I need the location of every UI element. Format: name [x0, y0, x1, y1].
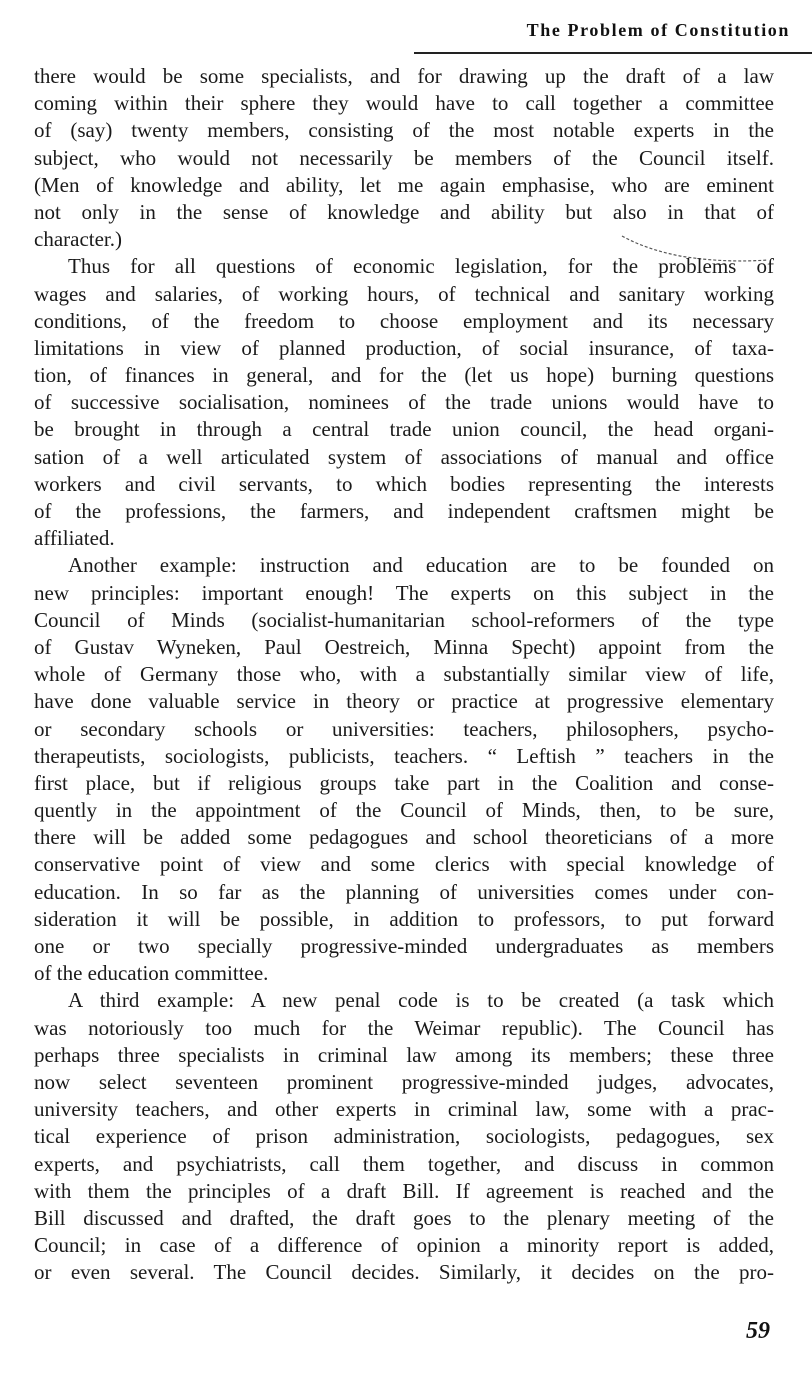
- text-line: coming within their sphere they would have to call together a committee: [34, 91, 774, 116]
- page-number: 59: [746, 1318, 770, 1344]
- text-line: conservative point of view and some clerics with special knowledge of: [34, 852, 774, 877]
- text-line: not only in the sense of knowledge and ability but also in that of: [34, 199, 774, 224]
- text-line: there would be some specialists, and for drawing up the draft of a law: [34, 64, 774, 88]
- text-line: university teachers, and other experts in criminal law, some with a prac-: [34, 1097, 774, 1122]
- text-line: was notoriously too much for the Weimar republic). The Council has: [34, 1015, 774, 1040]
- running-head-title: The Problem of Constitution: [526, 20, 790, 40]
- text-line: experts, and psychiatrists, call them together, and discuss in common: [34, 1151, 774, 1176]
- text-line: (Men of knowledge and ability, let me again emphasise, who are eminent: [34, 172, 774, 197]
- text-line: perhaps three specialists in criminal law among its members; these three: [34, 1042, 774, 1067]
- text-line: conditions, of the freedom to choose employment and its necessary: [34, 308, 774, 333]
- text-line: Council of Minds (socialist-humanitarian school-reformers of the type: [34, 607, 774, 632]
- text-line: workers and civil servants, to which bodies representing the interests: [34, 471, 774, 496]
- text-line: character.): [34, 227, 123, 252]
- text-line: there will be added some pedagogues and school theoreticians of a more: [34, 825, 774, 850]
- text-line: with them the principles of a draft Bill. If agreement is reached and the: [34, 1178, 774, 1203]
- text-line: whole of Germany those who, with a substantially similar view of life,: [34, 662, 774, 687]
- paragraph: [34, 987, 774, 1286]
- text-line: education. In so far as the planning of universities comes under con-: [34, 879, 774, 904]
- text-line: affiliated.: [34, 526, 115, 551]
- paragraph: [34, 552, 774, 987]
- text-line: sation of a well articulated system of associations of manual and office: [34, 444, 774, 469]
- text-line: quently in the appointment of the Council of Minds, then, to be sure,: [34, 798, 774, 823]
- text-line: Another example: instruction and education are to be founded on: [68, 553, 774, 578]
- text-line: A third example: A new penal code is to be created (a task which: [68, 988, 774, 1013]
- text-line: tical experience of prison administration, sociologists, pedagogues, sex: [34, 1124, 774, 1149]
- text-line: of the professions, the farmers, and independent craftsmen might be: [34, 499, 774, 523]
- text-line: sideration it will be possible, in addition to professors, to put forward: [34, 906, 774, 931]
- text-line: of Gustav Wyneken, Paul Oestreich, Minna Specht) appoint from the: [34, 634, 774, 659]
- text-line: limitations in view of planned production, of social insurance, of taxa-: [34, 335, 774, 360]
- text-line: tion, of finances in general, and for the (let us hope) burning questions: [34, 363, 774, 388]
- body-text: [34, 63, 774, 1286]
- text-line: first place, but if religious groups take part in the Coalition and conse-: [34, 770, 774, 795]
- text-line: have done valuable service in theory or practice at progressive elementary: [34, 689, 774, 714]
- text-line: one or two specially progressive-minded undergraduates as members: [34, 934, 774, 958]
- text-line: Bill discussed and drafted, the draft goes to the plenary meeting of the: [34, 1205, 774, 1230]
- text-line: or secondary schools or universities: teachers, philosophers, psycho-: [34, 716, 774, 741]
- header-rule: [414, 52, 812, 54]
- text-line: or even several. The Council decides. Similarly, it decides on the pro-: [34, 1260, 774, 1285]
- text-line: of successive socialisation, nominees of the trade unions would have to: [34, 390, 774, 415]
- text-line: of (say) twenty members, consisting of the most notable experts in the: [34, 118, 774, 143]
- paragraph: [34, 63, 774, 253]
- text-line: Thus for all questions of economic legislation, for the problems of: [68, 254, 774, 279]
- paragraph: [34, 253, 774, 552]
- text-line: new principles: important enough! The experts on this subject in the: [34, 580, 774, 605]
- text-line: Council; in case of a difference of opinion a minority report is added,: [34, 1233, 774, 1258]
- text-line: of the education committee.: [34, 961, 269, 986]
- text-line: subject, who would not necessarily be members of the Council itself.: [34, 145, 774, 170]
- text-line: wages and salaries, of working hours, of technical and sanitary working: [34, 281, 774, 306]
- text-line: therapeutists, sociologists, publicists, teachers. “ Leftish ” teachers in the: [34, 743, 774, 768]
- text-line: be brought in through a central trade union council, the head organi-: [34, 417, 774, 442]
- text-line: now select seventeen prominent progressive-minded judges, advocates,: [34, 1069, 774, 1094]
